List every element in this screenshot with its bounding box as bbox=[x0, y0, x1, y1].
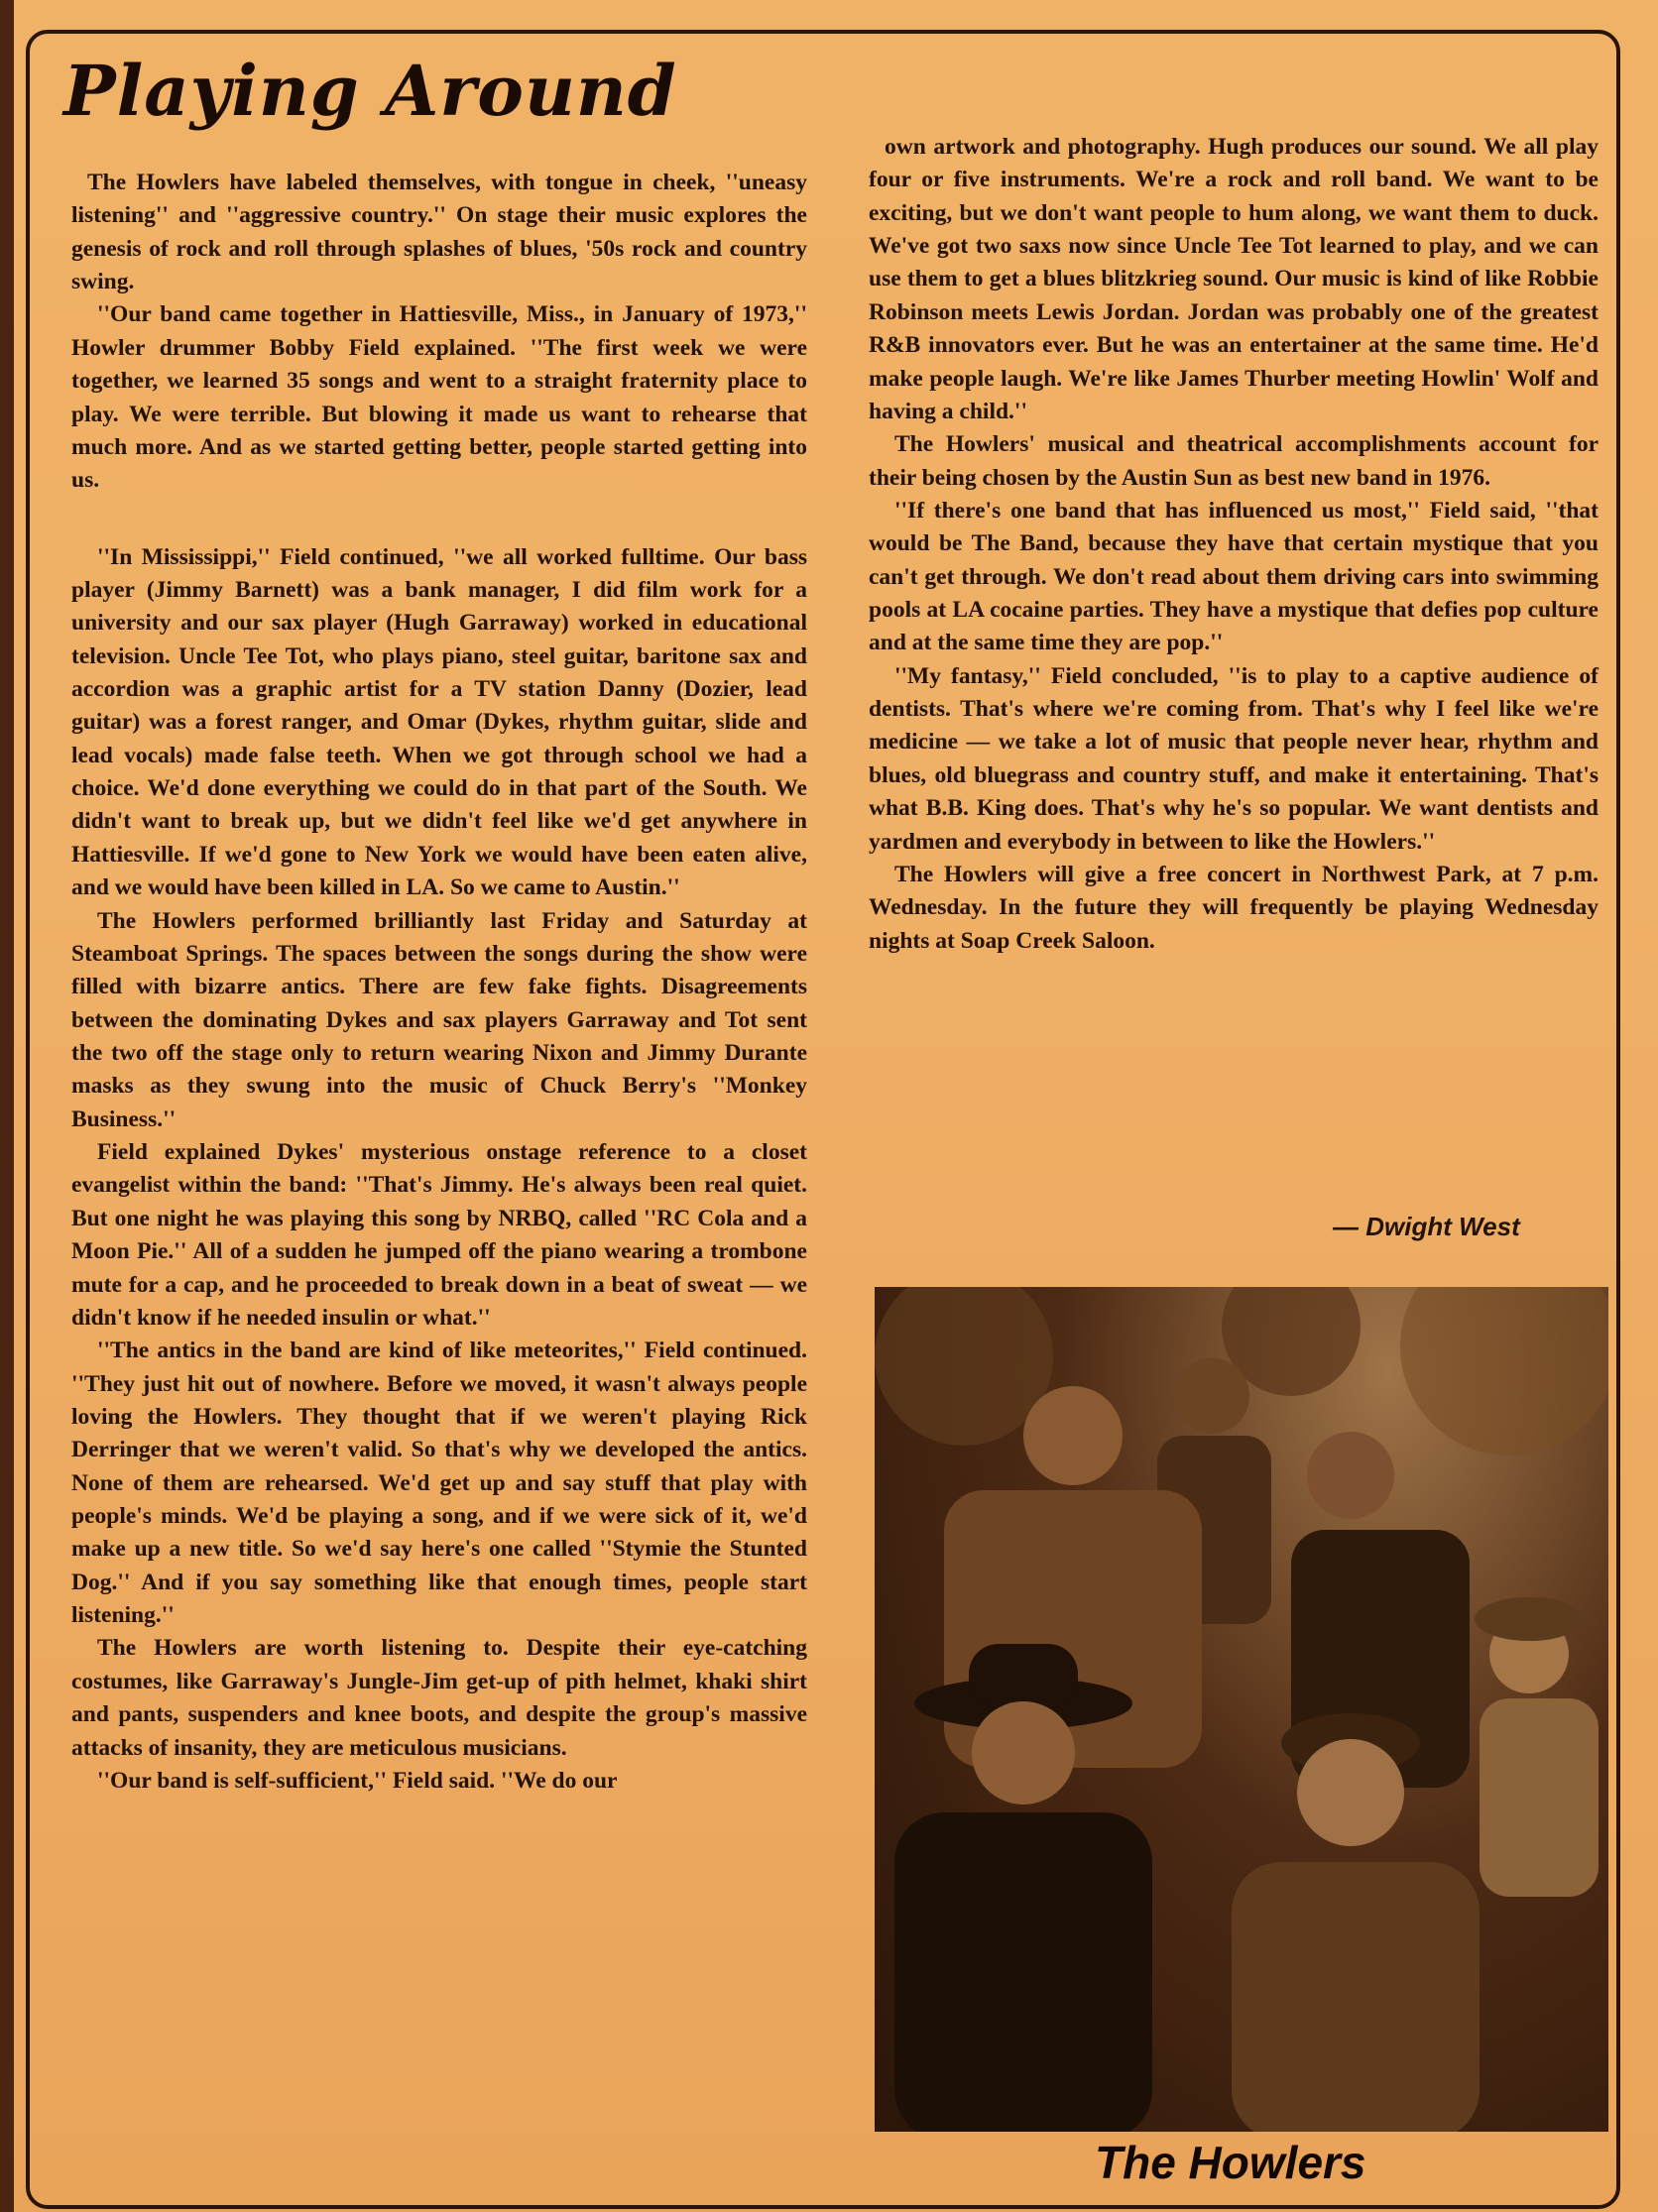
right-column bbox=[869, 131, 1599, 958]
paragraph: ''My fantasy,'' Field concluded, ''is to play to a captive audience of dentists. That's where we're coming from. That's why I feel like we're medicine — we take a lot of music that people never hear, rhythm and blues, old bluegrass and country stuff, and make it entertaining. That's what B.B. King does. That's why he's so popular. We want dentists and yardmen and everybody in between to like the Howlers.'' bbox=[869, 662, 1599, 855]
paragraph: ''The antics in the band are kind of like meteorites,'' Field continued. ''They just hit out of nowhere. Before we moved, it wasn't always people loving the Howlers. They thought that if we weren't playing Rick Derringer that we weren't valid. So that's why we developed the antics. None of them are rehearsed. We'd get up and say stuff that play with people's minds. We'd be playing a song, and if we were sick of it, we'd make up a new title. So we'd say here's one called ''Stymie the Stunted Dog.'' And if you say something like that enough times, people start listening.'' bbox=[71, 1338, 807, 1629]
newspaper-page bbox=[14, 0, 1658, 2212]
left-column bbox=[71, 167, 807, 1798]
paragraph: ''If there's one band that has influenced us most,'' Field said, ''that would be The Band, because they have that certain mystique that you can't get through. We don't read about them driving cars into swimming pools at LA cocaine parties. They have a mystique that defies pop culture and at the same time they are pop.'' bbox=[869, 497, 1599, 656]
paragraph: The Howlers' musical and theatrical accomplishments account for their being chosen by the Austin Sun as best new band in 1976. bbox=[869, 431, 1599, 491]
band-photo bbox=[875, 1287, 1608, 2132]
photo-caption: The Howlers bbox=[1095, 2137, 1366, 2188]
paragraph: The Howlers will give a free concert in Northwest Park, at 7 p.m. Wednesday. In the future they will frequently be playing Wednesday nights at Soap Creek Saloon. bbox=[869, 861, 1599, 954]
paragraph: ''Our band came together in Hattiesville, Miss., in January of 1973,'' Howler drummer Bobby Field explained. ''The first week we were together, we learned 35 songs and went to a straight fraternity place to play. We were terrible. But blowing it made us want to rehearse that much more. And as we started getting better, people started getting into us. bbox=[71, 301, 807, 494]
paragraph: ''Our band is self-sufficient,'' Field said. ''We do our bbox=[97, 1767, 618, 1794]
paragraph: ''In Mississippi,'' Field continued, ''we all worked fulltime. Our bass player (Jimmy Barnett) was a bank manager, I did film work for a university and our sax player (Hugh Garraway) worked in educational television. Uncle Tee Tot, who plays piano, steel guitar, baritone sax and accordion was a graphic artist for a TV station Danny (Dozier, lead guitar) was a forest ranger, and Omar (Dykes, rhythm guitar, slide and lead vocals) made false teeth. When we got through school we had a choice. We'd done everything we could do in that part of the South. We didn't want to break up, but we didn't feel like we'd get anywhere in Hattiesville. If we'd gone to New York we would have been eaten alive, and we would have been killed in LA. So we came to Austin.'' bbox=[71, 543, 807, 901]
paragraph: Field explained Dykes' mysterious onstage reference to a closet evangelist within the band: ''That's Jimmy. He's always been real quiet. But one night he was playing this song by NRBQ, called ''RC Cola and a Moon Pie.'' All of a sudden he jumped off the piano wearing a trombone mute for a cap, and he proceeded to break down in a beat of sweat — we didn't know if he needed insulin or what.'' bbox=[71, 1139, 807, 1331]
article-title: Playing Around bbox=[63, 50, 677, 132]
paragraph: own artwork and photography. Hugh produces our sound. We all play four or five instruments. We're a rock and roll band. We want to be exciting, but we don't want people to hum along, we want them to duck. We've got two saxs now since Uncle Tee Tot learned to play, and we can use them to get a blues blitzkrieg sound. Our music is kind of like Robbie Robinson meets Lewis Jordan. Jordan was probably one of the greatest R&B innovators ever. But he was an entertainer at the same time. He'd make people laugh. We're like James Thurber meeting Howlin' Wolf and having a child.'' bbox=[869, 134, 1599, 424]
paragraph: The Howlers have labeled themselves, with tongue in cheek, ''uneasy listening'' and ''aggressive country.'' On stage their music explores the genesis of rock and roll through splashes of blues, '50s rock and country swing. bbox=[71, 170, 807, 295]
paragraph: The Howlers are worth listening to. Despite their eye-catching costumes, like Garraway's Jungle-Jim get-up of pith helmet, khaki shirt and pants, suspenders and knee boots, and despite the group's massive attacks of insanity, they are meticulous musicians. bbox=[71, 1635, 807, 1761]
byline: — Dwight West bbox=[1333, 1212, 1520, 1241]
paragraph: The Howlers performed brilliantly last Friday and Saturday at Steamboat Springs. The spaces between the songs during the show were filled with bizarre antics. There are few fake fights. Disagreements between the dominating Dykes and sax players Garraway and Tot sent the two off the stage only to return wearing Nixon and Jimmy Durante masks as they swung into the music of Chuck Berry's ''Monkey Business.'' bbox=[71, 907, 807, 1132]
page-edge bbox=[0, 0, 14, 2212]
